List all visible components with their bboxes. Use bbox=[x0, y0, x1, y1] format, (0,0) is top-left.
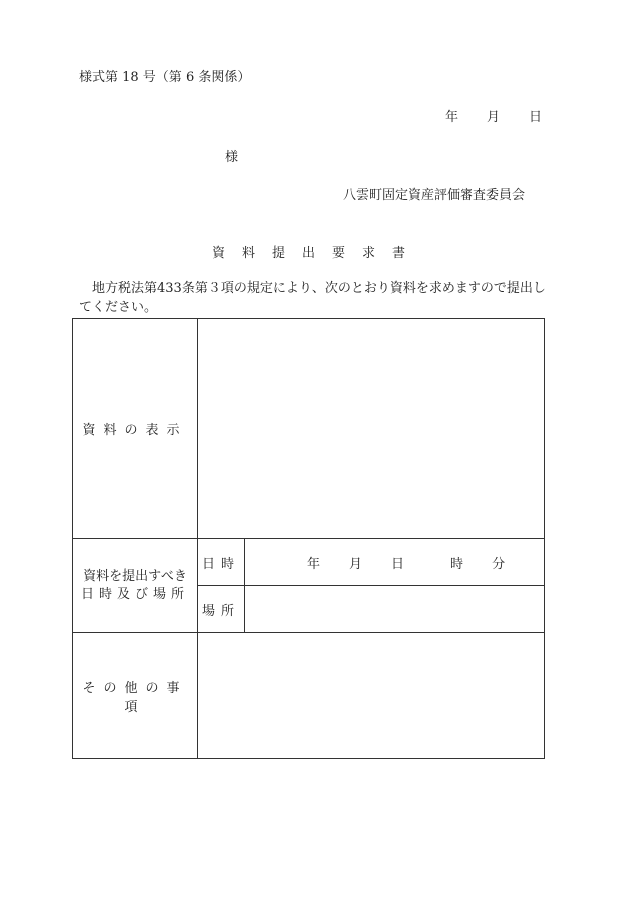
datetime-value-field[interactable] bbox=[245, 539, 545, 586]
date-day: 日 bbox=[529, 110, 543, 125]
datetime-hour: 時 bbox=[450, 556, 464, 572]
place-label: 場所 bbox=[201, 603, 240, 619]
other-label-cell bbox=[73, 633, 198, 759]
datetime-month: 月 bbox=[349, 556, 363, 572]
document-title: 資料提出要求書 bbox=[212, 246, 423, 261]
other-value-field[interactable] bbox=[198, 633, 545, 759]
table-row-other bbox=[73, 633, 545, 759]
addressee-suffix: 様 bbox=[225, 150, 239, 165]
datetime-label-cell bbox=[198, 539, 245, 586]
request-table bbox=[72, 318, 545, 759]
place-label-cell bbox=[198, 586, 245, 633]
other-label: その他の事項 bbox=[82, 680, 188, 715]
material-label-cell bbox=[73, 319, 198, 539]
date-month: 月 bbox=[487, 110, 501, 125]
table-row-datetime bbox=[73, 539, 545, 586]
datetime-year: 年 bbox=[307, 556, 321, 572]
issuer-name: 八雲町固定資産評価審査委員会 bbox=[343, 188, 526, 203]
form-number: 様式第 18 号（第 6 条関係） bbox=[79, 70, 251, 85]
date-year: 年 bbox=[445, 110, 459, 125]
submission-label-line1: 資料を提出すべき bbox=[83, 568, 187, 584]
material-value-field[interactable] bbox=[198, 319, 545, 539]
place-value-field[interactable] bbox=[245, 586, 545, 633]
table-row-material bbox=[73, 319, 545, 539]
material-label: 資料の表示 bbox=[82, 423, 188, 438]
datetime-minute: 分 bbox=[492, 556, 506, 572]
datetime-day: 日 bbox=[391, 556, 405, 572]
submission-label-cell bbox=[73, 539, 198, 633]
intro-text: 地方税法第433条第３項の規定により、次のとおり資料を求めますので提出してください。 bbox=[79, 281, 546, 315]
datetime-label: 日時 bbox=[201, 556, 240, 572]
submission-label-line2: 日時及び場所 bbox=[80, 586, 189, 602]
issue-date bbox=[445, 106, 542, 125]
